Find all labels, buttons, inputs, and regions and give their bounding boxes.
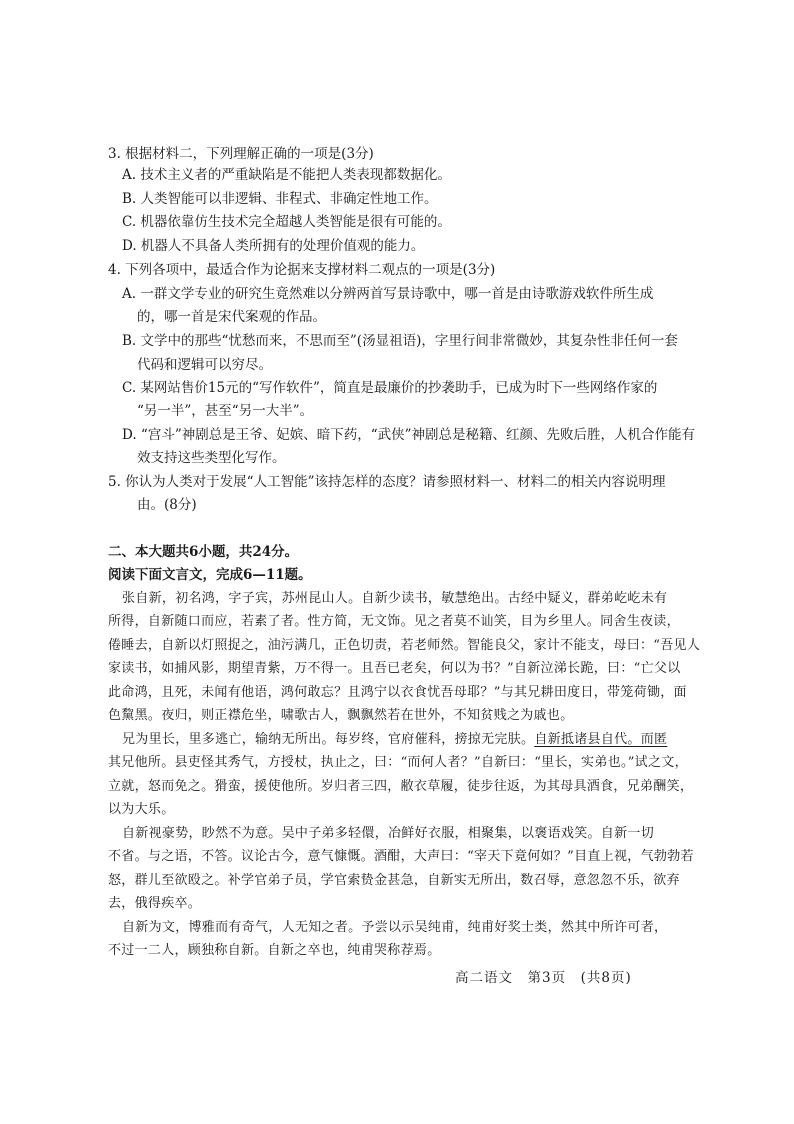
classical-p4-line2: 不过一二人，顾独称自新。自新之卒也，纯甫哭称荐焉。 xyxy=(108,943,441,958)
q4-option-a-line2: 的，哪一首是宋代案观的作品。 xyxy=(137,309,326,325)
classical-p2-underlined-sentence: 自新抵诸县自代。而匿 xyxy=(534,732,668,747)
page-footer: 高二语文 第3页 (共8页) xyxy=(455,970,632,986)
classical-p1-line4: 家读书，如捕风影，期望青紫，万不得一。且吾已老矣，何以为书？”自新泣涕长跪，曰：“亡父以 xyxy=(108,661,681,676)
classical-p2-line4: 以为大乐。 xyxy=(108,802,175,817)
section2-instruction: 阅读下面文言文，完成6—11题。 xyxy=(108,567,312,583)
classical-p3-line3: 怒，群儿至欲殴之。补学官弟子员，学官索贽金甚急，自新实无所出，数召辱，意忽忽不乐，欲弃 xyxy=(108,873,680,888)
q4-option-c-line1: C. 某网站售价15元的“写作软件”，简直是最廉价的抄袭助手，已成为时下一些网络作家的 xyxy=(122,380,658,396)
classical-p1-line1: 张自新，初名鸿，字子宾，苏州昆山人。自新少读书，敏慧绝出。古经中疑义，群弟屹屹未有 xyxy=(122,591,668,606)
q4-option-d-line2: 效支持这些类型化写作。 xyxy=(137,450,286,466)
q3-stem: 3. 根据材料二，下列理解正确的一项是(3分) xyxy=(108,146,374,162)
classical-p3-line2: 不省。与之语，不答。议论古今，意气慷慨。酒酣，大声曰：“宰天下竟何如？”目直上视，气勃勃若 xyxy=(108,849,694,864)
q4-stem: 4. 下列各项中，最适合作为论据来支撑材料二观点的一项是(3分) xyxy=(108,262,496,278)
q4-option-b-line2: 代码和逻辑可以穷尽。 xyxy=(137,357,272,373)
classical-p2-line2: 其兄他所。县吏怪其秀气，方授杖，执止之，曰：“而何人者？”自新曰：“里长，实弟也。”试之文， xyxy=(108,755,688,770)
classical-p4-line1: 自新为文，博雅而有奇气，人无知之者。予尝以示吴纯甫，纯甫好奖士类，然其中所许可者， xyxy=(122,920,668,935)
classical-p1-line6: 色黧黑。夜归，则正襟危坐，啸歌古人，飘飘然若在世外，不知贫贱之为戚也。 xyxy=(108,708,574,723)
classical-p2-line1-text: 兄为里长，里多逃亡，输纳无所出。每岁终，官府催科，搒掠无完肤。 xyxy=(122,732,535,747)
q5-line1: 5. 你认为人类对于发展“人工智能”该持怎样的态度？请参照材料一、材料二的相关内容说明理 xyxy=(108,474,666,490)
q4-option-a-line1: A. 一群文学专业的研究生竟然难以分辨两首写景诗歌中，哪一首是由诗歌游戏软件所生成 xyxy=(122,286,654,302)
classical-p3-line4: 去，俄得疾卒。 xyxy=(108,896,202,911)
section2-heading: 二、本大题共6小题，共24分。 xyxy=(108,544,299,560)
q5-line2: 由。(8分) xyxy=(137,497,197,513)
q3-option-c: C. 机器依靠仿生技术完全超越人类智能是很有可能的。 xyxy=(122,214,451,230)
classical-p1-line2: 所得，自新随口而应，若素了者。性方简，无文饰。见之者莫不讪笑，目为乡里人。同舍生夜读， xyxy=(108,614,680,629)
q4-option-d-line1: D. “宫斗”神剧总是王爷、妃嫔、暗下药，“武侠”神剧总是秘籍、红颜、先败后胜，人机合作能有 xyxy=(122,427,696,443)
classical-p2-line1 xyxy=(122,730,667,750)
q3-option-a: A. 技术主义者的严重缺陷是不能把人类表现都数据化。 xyxy=(122,167,451,183)
classical-p1-line5: 此命鸿，且死，未闻有他语，鸿何敢忘？且鸿宁以衣食忧吾母耶？”与其兄耕田度日，带笼荷锄，面 xyxy=(108,685,687,700)
classical-p1-line3: 倦睡去，自新以灯照捉之，油污满几，正色切责，若老师然。智能良父，家计不能支，母曰：“吾见人 xyxy=(108,638,701,653)
q3-option-b: B. 人类智能可以非逻辑、非程式、非确定性地工作。 xyxy=(122,191,438,207)
q4-option-b-line1: B. 文学中的那些“忧愁而来，不思而至”(汤显祖语)，字里行间非常微妙，其复杂性非任何一套 xyxy=(122,333,678,349)
classical-p3-line1: 自新视豪势，眇然不为意。吴中子弟多轻儇，冶鲜好衣服，相聚集，以褒语戏笑。自新一切 xyxy=(122,826,655,841)
q4-option-c-line2: “另一半”，甚至“另一大半”。 xyxy=(137,403,314,419)
q3-option-d: D. 机器人不具备人类所拥有的处理价值观的能力。 xyxy=(122,238,425,254)
classical-p2-line3: 立就，怒而免之。猾蛮，援使他所。岁归者三四，敝衣草履，徒步往返，为其母具酒食，兄弟酬笑， xyxy=(108,779,694,794)
